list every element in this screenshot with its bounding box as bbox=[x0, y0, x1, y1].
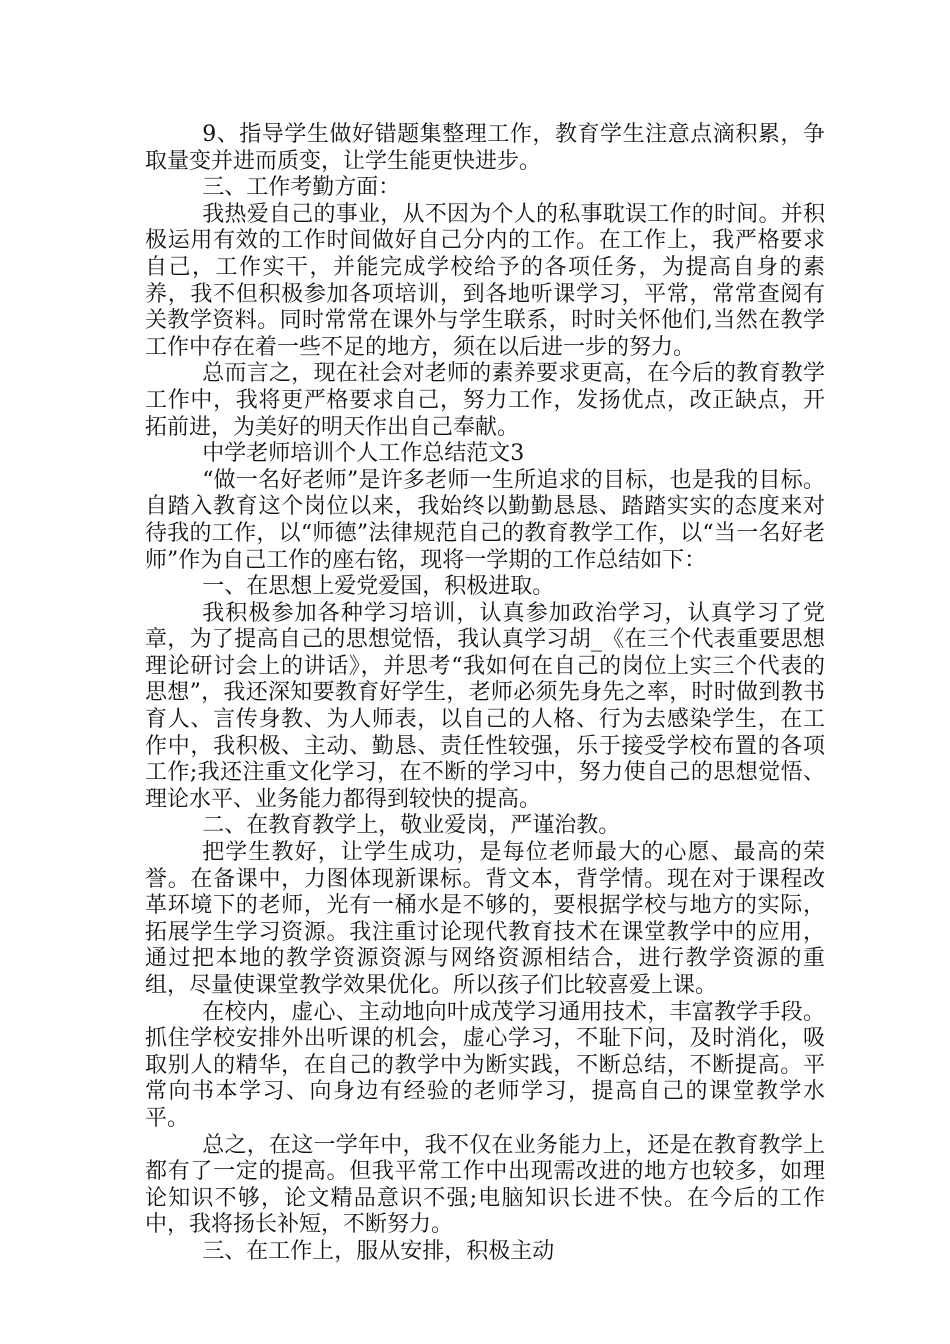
paragraph-teaching: 把学生教好，让学生成功，是每位老师最大的心愿、最高的荣誉。在备课中，力图体现新课标。背文本，背学情。现在对于课程改革环境下的老师，光有一桶水是不够的，要根据学校与地方的实际，拓展学生学习资源。我注重讨论现代教育技术在课堂教学中的应用，通过把本地的教学资源资源与网络资源相结合，进行教学资源的重组，尽量使课堂教学效果优化。所以孩子们比较喜爱上课。 bbox=[145, 840, 825, 998]
heading-teaching: 二、在教育教学上，敬业爱岗，严谨治教。 bbox=[202, 813, 621, 839]
paragraph-good-teacher: “做一名好老师”是许多老师一生所追求的目标，也是我的目标。自踏入教育这个岗位以来，我始终以勤勤恳恳、踏踏实实的态度来对待我的工作，以“师德”法律规范自己的教育教学工作，以“当一名好老师”作为自己工作的座右铭，现将一学期的工作总结如下： bbox=[145, 467, 825, 573]
paragraph-attendance: 我热爱自己的事业，从不因为个人的私事耽误工作的时间。并积极运用有效的工作时间做好自己分内的工作。在工作上，我严格要求自己，工作实干，并能完成学校给予的各项任务，为提高自身的素养，我不但积极参加各项培训，到各地听课学习，平常，常常查阅有关教学资料。同时常常在课外与学生联系，时时关怀他们,当然在教学工作中存在着一些不足的地方，须在以后进一步的努力。 bbox=[145, 201, 825, 360]
paragraph-ideology: 我积极参加各种学习培训，认真参加政治学习，认真学习了党章，为了提高自己的思想觉悟，我认真学习胡_《在三个代表重要思想理论研讨会上的讲话》，并思考“我如何在自己的岗位上实三个代表的思想”，我还深知要教育好学生，老师必须先身先之率，时时做到教书育人、言传身教、为人师表，以自己的人格、行为去感染学生，在工作中，我积极、主动、勤恳、责任性较强，乐于接受学校布置的各项工作;我还注重文化学习，在不断的学习中，努力使自己的思想觉悟、理论水平、业务能力都得到较快的提高。 bbox=[145, 600, 825, 812]
paragraph-summary: 总而言之，现在社会对老师的素养要求更高，在今后的教育教学工作中，我将更严格要求自己，努力工作，发扬优点，改正缺点，开拓前进，为美好的明天作出自己奉献。 bbox=[145, 361, 825, 440]
section-title-3: 中学老师培训个人工作总结范文3 bbox=[202, 441, 525, 467]
document-page bbox=[145, 122, 825, 1266]
heading-ideology: 一、在思想上爱党爱国，积极进取。 bbox=[202, 574, 555, 600]
heading-work-attendance: 三、工作考勤方面： bbox=[202, 175, 401, 201]
heading-work: 三、在工作上，服从安排，积极主动 bbox=[202, 1238, 555, 1264]
paragraph-conclusion: 总之，在这一学年中，我不仅在业务能力上，还是在教育教学上都有了一定的提高。但我平常工作中出现需改进的地方也较多，如理论知识不够，论文精品意识不强;电脑知识长进不快。在今后的工作中，我将扬长补短，不断努力。 bbox=[145, 1132, 825, 1238]
paragraph-9-error-notebook: 9、指导学生做好错题集整理工作，教育学生注意点滴积累，争取量变并进而质变，让学生能更快进步。 bbox=[145, 122, 825, 174]
paragraph-learning: 在校内，虚心、主动地向叶成茂学习通用技术，丰富教学手段。抓住学校安排外出听课的机会，虚心学习，不耻下问，及时消化，吸取别人的精华，在自己的教学中为断实践，不断总结，不断提高。平常向书本学习、向身边有经验的老师学习，提高自己的课堂教学水平。 bbox=[145, 999, 825, 1131]
